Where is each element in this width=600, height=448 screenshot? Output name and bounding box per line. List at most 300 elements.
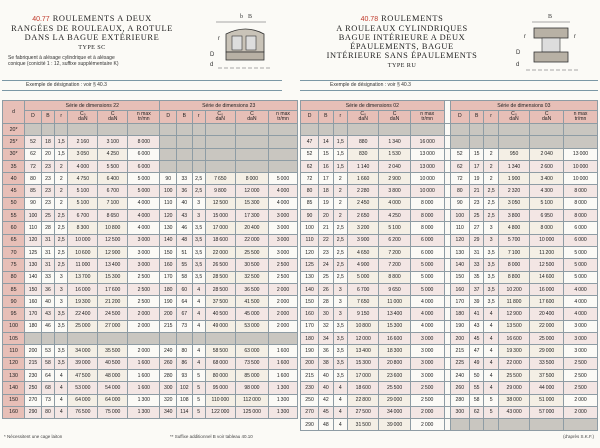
table-cell: 2 000 [410, 406, 444, 418]
table-cell: 2 500 [564, 382, 598, 394]
table-cell: 3 000 [410, 345, 444, 357]
table-cell: 7 650 [205, 173, 235, 185]
table-cell: 28 [319, 296, 333, 308]
table-cell: 85 000 [235, 369, 268, 381]
table-row [3, 259, 298, 271]
table-cell: 160 [160, 259, 177, 271]
table-cell: 215 [450, 345, 469, 357]
table-cell: 36 [41, 283, 54, 295]
table-cell: 120 [160, 210, 177, 222]
empty-cell [128, 124, 160, 136]
table-cell: 37 500 [530, 369, 564, 381]
table-cell: 73 [41, 394, 54, 406]
table-cell: 40 500 [98, 357, 128, 369]
empty-cell [192, 124, 205, 136]
table-cell: 20 400 [235, 222, 268, 234]
table-cell: 23 600 [379, 369, 410, 381]
table-cell: 2 [55, 173, 68, 185]
table-cell: 18 [319, 185, 333, 197]
table-cell: 17 600 [530, 296, 564, 308]
empty-cell [564, 136, 598, 148]
table-cell: 16 000 [410, 136, 444, 148]
designation-example: Exemple de désignation : voir § 40.3 [2, 80, 282, 91]
table-cell: 170 [25, 308, 42, 320]
col-header-B: B [469, 111, 483, 124]
table-cell: 53 000 [235, 320, 268, 332]
table-row [301, 173, 598, 185]
table-cell: 2 500 [564, 357, 598, 369]
table-cell: 11 200 [530, 246, 564, 258]
table-row [3, 246, 298, 258]
table-cell: 170 [160, 271, 177, 283]
table-cell: 33 [41, 271, 54, 283]
col-header-n: n max tr/mn [128, 111, 160, 124]
table-cell: 2 500 [269, 259, 298, 271]
table-cell: 190 [301, 345, 319, 357]
table-cell: 23 [41, 185, 54, 197]
empty-cell [177, 333, 193, 345]
bore-diameter-cell: 65 [3, 234, 25, 246]
table-cell: 29 000 [530, 345, 564, 357]
table-cell: 3 [333, 283, 347, 295]
table-row [301, 210, 598, 222]
table-cell: 48 [319, 419, 333, 431]
table-cell: 2 040 [530, 148, 564, 160]
empty-cell [177, 160, 193, 172]
table-cell: 21 [319, 222, 333, 234]
table-cell: 3,5 [484, 271, 498, 283]
empty-cell [235, 124, 268, 136]
empty-cell [484, 419, 498, 431]
empty-cell [192, 148, 205, 160]
table-row [3, 333, 298, 345]
empty-cell [469, 136, 483, 148]
table-cell: 18 600 [205, 234, 235, 246]
empty-cell [269, 160, 298, 172]
empty-cell [205, 148, 235, 160]
empty-cell [205, 333, 235, 345]
table-cell: 17 300 [235, 210, 268, 222]
description-line: conique (conicité 1 : 12, suffixe supplémentaire K) [8, 61, 119, 68]
table-cell: 22 800 [348, 394, 379, 406]
table-cell: 36 [177, 185, 193, 197]
table-cell: 3 000 [269, 234, 298, 246]
table-cell: 4 [484, 345, 498, 357]
table-cell: 3 [484, 234, 498, 246]
table-cell: 100 [301, 222, 319, 234]
table-cell: 880 [348, 136, 379, 148]
table-cell: 13 400 [379, 308, 410, 320]
table-cell: 180 [301, 333, 319, 345]
table-cell: 2 000 [564, 406, 598, 418]
table-cell: 114 [177, 406, 193, 418]
table-row [301, 246, 598, 258]
table-cell: 18 600 [348, 382, 379, 394]
table-cell: 13 400 [98, 259, 128, 271]
table-cell: 55 [177, 259, 193, 271]
table-cell: 22 000 [205, 246, 235, 258]
table-cell: 290 [25, 406, 42, 418]
table-cell: 26 500 [205, 259, 235, 271]
table-cell: 2 450 [348, 197, 379, 209]
table-cell: 3 000 [128, 246, 160, 258]
table-cell: 4 [484, 320, 498, 332]
empty-cell [564, 419, 598, 431]
table-cell: 130 [450, 246, 469, 258]
table-cell: 5 000 [564, 259, 598, 271]
header-block [0, 14, 300, 82]
table-row [301, 406, 598, 418]
table-cell: 3 000 [128, 234, 160, 246]
table-cell: 3 200 [348, 222, 379, 234]
table-cell: 2 500 [128, 296, 160, 308]
table-cell: 1 340 [498, 160, 529, 172]
table-cell: 5 100 [68, 197, 98, 209]
table-cell: 52 [301, 148, 319, 160]
table-cell: 4 000 [410, 320, 444, 332]
table-cell: 31 [41, 234, 54, 246]
table-cell: 40 [319, 369, 333, 381]
empty-cell [98, 333, 128, 345]
table-cell: 23 [319, 246, 333, 258]
table-cell: 2,5 [484, 185, 498, 197]
table-cell: 170 [450, 296, 469, 308]
table-cell: 68 [41, 382, 54, 394]
title-line: ROULEMENTS [381, 14, 444, 23]
table-cell: 4 000 [410, 296, 444, 308]
table-cell: 6 000 [128, 148, 160, 160]
table-cell: 45 [319, 406, 333, 418]
table-cell: 7 100 [98, 197, 128, 209]
table-cell: 40 [41, 296, 54, 308]
table-cell: 20 [41, 148, 54, 160]
table-cell: 150 [450, 271, 469, 283]
table-cell: 1 140 [348, 160, 379, 172]
bearing-diagram-ru [496, 4, 596, 88]
table-cell: 4 800 [498, 222, 529, 234]
table-cell: 10 000 [68, 234, 98, 246]
table-cell: 40 [177, 197, 193, 209]
table-cell: 950 [498, 148, 529, 160]
table-cell: 3,5 [192, 246, 205, 258]
table-cell: 13 400 [348, 345, 379, 357]
sc-dimensions-table [2, 100, 298, 419]
table-cell: 2,5 [55, 246, 68, 258]
table-cell: 33 [177, 173, 193, 185]
bore-diameter-cell: 35 [3, 160, 25, 172]
table-cell: 2 160 [68, 136, 98, 148]
table-cell: 25 [469, 210, 483, 222]
table-cell: 260 [450, 382, 469, 394]
table-row [301, 222, 598, 234]
table-cell: 1,5 [333, 160, 347, 172]
diagram-label-B: B [248, 14, 253, 20]
table-cell: 250 [25, 382, 42, 394]
table-cell: 6 700 [348, 283, 379, 295]
table-cell: 24 [319, 259, 333, 271]
col-header-r: r [192, 111, 205, 124]
empty-cell [333, 124, 347, 136]
bore-diameter-cell: 160 [3, 406, 25, 418]
table-cell: 40 [319, 382, 333, 394]
table-cell: 1 600 [269, 345, 298, 357]
table-cell: 1,5 [333, 148, 347, 160]
table-cell: 27 [469, 222, 483, 234]
table-cell: 48 [177, 234, 193, 246]
table-cell: 42 [319, 394, 333, 406]
empty-cell [530, 136, 564, 148]
table-cell: 80 [450, 185, 469, 197]
table-cell: 95 000 [205, 382, 235, 394]
table-cell: 34 000 [379, 406, 410, 418]
empty-cell [41, 333, 54, 345]
table-cell: 17 000 [205, 222, 235, 234]
bore-diameter-cell: 90 [3, 296, 25, 308]
empty-cell [177, 136, 193, 148]
empty-cell [235, 160, 268, 172]
table-row [301, 271, 598, 283]
table-cell: 3,5 [55, 345, 68, 357]
table-cell: 130 [160, 222, 177, 234]
table-cell: 3,5 [55, 357, 68, 369]
table-cell: 10 800 [348, 320, 379, 332]
table-cell: 16 000 [68, 283, 98, 295]
table-cell: 98 000 [235, 382, 268, 394]
table-cell: 39 000 [68, 357, 98, 369]
diagram-label-r: r [524, 34, 526, 40]
table-cell: 24 500 [98, 308, 128, 320]
table-cell: 110 [301, 234, 319, 246]
table-cell: 8 000 [410, 197, 444, 209]
table-cell: 22 000 [530, 320, 564, 332]
empty-cell [269, 148, 298, 160]
table-cell: 3,5 [192, 259, 205, 271]
table-cell: 4 [55, 406, 68, 418]
table-cell: 5 000 [410, 283, 444, 295]
table-cell: 13 700 [68, 271, 98, 283]
table-row [3, 124, 298, 136]
empty-cell [484, 136, 498, 148]
table-cell: 39 000 [379, 419, 410, 431]
table-cell: 73 [177, 320, 193, 332]
table-cell: 5 000 [128, 173, 160, 185]
roller-shape [542, 38, 560, 52]
table-row [3, 296, 298, 308]
table-cell: 64 000 [68, 394, 98, 406]
table-row [3, 222, 298, 234]
table-cell: 4 [333, 382, 347, 394]
table-cell: 11 800 [498, 296, 529, 308]
table-cell: 90 [25, 197, 42, 209]
table-cell: 38 [319, 357, 333, 369]
table-cell: 13 000 [410, 148, 444, 160]
table-cell: 120 [25, 234, 42, 246]
table-cell: 51 000 [530, 394, 564, 406]
table-cell: 4 [192, 345, 205, 357]
table-cell: 20 400 [530, 308, 564, 320]
table-cell: 90 [450, 197, 469, 209]
outer-ring-shape [534, 28, 568, 38]
table-cell: 49 000 [205, 320, 235, 332]
table-cell: 3 000 [410, 333, 444, 345]
table-cell: 2 000 [128, 320, 160, 332]
table-cell: 5 700 [498, 234, 529, 246]
table-cell: 23 [41, 197, 54, 209]
table-cell: 280 [450, 394, 469, 406]
empty-cell [160, 148, 177, 160]
empty-cell [269, 124, 298, 136]
empty-cell [160, 160, 177, 172]
table-cell: 3 000 [128, 259, 160, 271]
table-cell: 7 650 [348, 296, 379, 308]
table-cell: 6 000 [410, 246, 444, 258]
table-cell: 122 000 [205, 406, 235, 418]
series-03-header: Série de dimensions 03 [450, 101, 597, 111]
table-cell: 240 [160, 345, 177, 357]
table-cell: 2,5 [484, 197, 498, 209]
col-header-D: D [25, 111, 42, 124]
section-number: 40.77 [32, 16, 50, 23]
table-cell: 2,5 [333, 234, 347, 246]
credit: (d'après S.K.F.) [563, 434, 594, 439]
table-row [301, 283, 598, 295]
footnote: ** Suffixe additionnel B voir tableau 40.10 [170, 434, 253, 439]
empty-cell [450, 124, 469, 136]
table-cell: 125 [25, 246, 42, 258]
empty-cell [55, 124, 68, 136]
empty-cell [205, 124, 235, 136]
table-cell: 12 000 [348, 333, 379, 345]
table-cell: 43 000 [498, 406, 529, 418]
table-cell: 3,5 [333, 369, 347, 381]
table-cell: 4 000 [564, 308, 598, 320]
table-cell: 250 [301, 394, 319, 406]
empty-cell [498, 136, 529, 148]
bore-diameter-cell: 120 [3, 357, 25, 369]
col-header-D: D [160, 111, 177, 124]
table-cell: 15 300 [235, 197, 268, 209]
table-cell: 25 000 [68, 320, 98, 332]
table-cell: 102 [177, 382, 193, 394]
table-cell: 6 000 [410, 234, 444, 246]
table-cell: 2 500 [128, 283, 160, 295]
table-cell: 12 500 [98, 234, 128, 246]
table-cell: 19 300 [498, 345, 529, 357]
table-cell: 8 000 [128, 136, 160, 148]
table-cell: 4 000 [68, 160, 98, 172]
table-row [3, 369, 298, 381]
table-cell: 240 [450, 369, 469, 381]
table-cell: 140 [160, 234, 177, 246]
table-cell: 3 [333, 308, 347, 320]
empty-cell [205, 160, 235, 172]
table-cell: 2 900 [379, 173, 410, 185]
table-cell: 108 [177, 394, 193, 406]
table-cell: 37 500 [205, 296, 235, 308]
table-cell: 8 300 [68, 222, 98, 234]
table-cell: 5 000 [410, 259, 444, 271]
table-cell: 11 000 [68, 259, 98, 271]
table-cell: 4 000 [128, 222, 160, 234]
table-cell: 37 [469, 283, 483, 295]
table-cell: 5 100 [68, 185, 98, 197]
table-cell: 112 000 [235, 394, 268, 406]
table-cell: 43 [41, 308, 54, 320]
table-cell: 10 000 [564, 160, 598, 172]
inner-ring-shape [226, 52, 264, 60]
series-02-header: Série de dimensions 02 [301, 101, 445, 111]
bore-diameter-cell: 105 [3, 333, 25, 345]
empty-cell [98, 124, 128, 136]
bore-diameter-cell: 55 [3, 210, 25, 222]
table-cell: 36 500 [235, 283, 268, 295]
table-cell: 2 [55, 185, 68, 197]
bore-diameter-cell: 130 [3, 369, 25, 381]
table-cell: 4 650 [348, 246, 379, 258]
table-cell: 80 [301, 185, 319, 197]
type-label: TYPE RU [387, 62, 417, 69]
table-cell: 320 [160, 394, 177, 406]
table-cell: 4 000 [269, 185, 298, 197]
table-cell: 150 [160, 246, 177, 258]
table-cell: 7 100 [498, 246, 529, 258]
table-cell: 34 [319, 333, 333, 345]
table-cell: 2 500 [564, 369, 598, 381]
table-cell: 43 [469, 320, 483, 332]
table-cell: 130 [301, 271, 319, 283]
table-cell: 25 500 [235, 246, 268, 258]
col-header-c: C daN [98, 111, 128, 124]
empty-cell [68, 124, 98, 136]
diagram-label-b: b [240, 14, 243, 20]
table-cell: 8 650 [98, 210, 128, 222]
table-cell: 4 [484, 382, 498, 394]
table-cell: 2,5 [333, 222, 347, 234]
table-cell: 110 000 [205, 394, 235, 406]
table-cell: 4 [333, 419, 347, 431]
table-row [3, 173, 298, 185]
empty-cell [564, 124, 598, 136]
table-cell: 80 [177, 345, 193, 357]
table-cell: 2,5 [333, 246, 347, 258]
table-cell: 120 [450, 234, 469, 246]
empty-cell [177, 148, 193, 160]
table-cell: 3 050 [498, 197, 529, 209]
table-row [3, 308, 298, 320]
table-cell: 2,5 [55, 210, 68, 222]
table-cell: 2 320 [498, 185, 529, 197]
table-cell: 19 [319, 197, 333, 209]
table-cell: 16 600 [498, 333, 529, 345]
empty-cell [160, 136, 177, 148]
table-cell: 1 300 [269, 406, 298, 418]
table-cell: 53 000 [68, 382, 98, 394]
table-row [3, 210, 298, 222]
table-cell: 4 [333, 406, 347, 418]
table-cell: 180 [160, 283, 177, 295]
table-cell: 4 000 [269, 197, 298, 209]
table-row [301, 345, 598, 357]
table-row [3, 382, 298, 394]
table-cell: 3 400 [530, 173, 564, 185]
table-cell: 290 [301, 419, 319, 431]
table-cell: 4 [192, 296, 205, 308]
empty-cell [235, 136, 268, 148]
table-cell: 15 300 [348, 357, 379, 369]
empty-cell [160, 124, 177, 136]
table-cell: 2,5 [192, 185, 205, 197]
bore-diameter-cell: 110 [3, 345, 25, 357]
